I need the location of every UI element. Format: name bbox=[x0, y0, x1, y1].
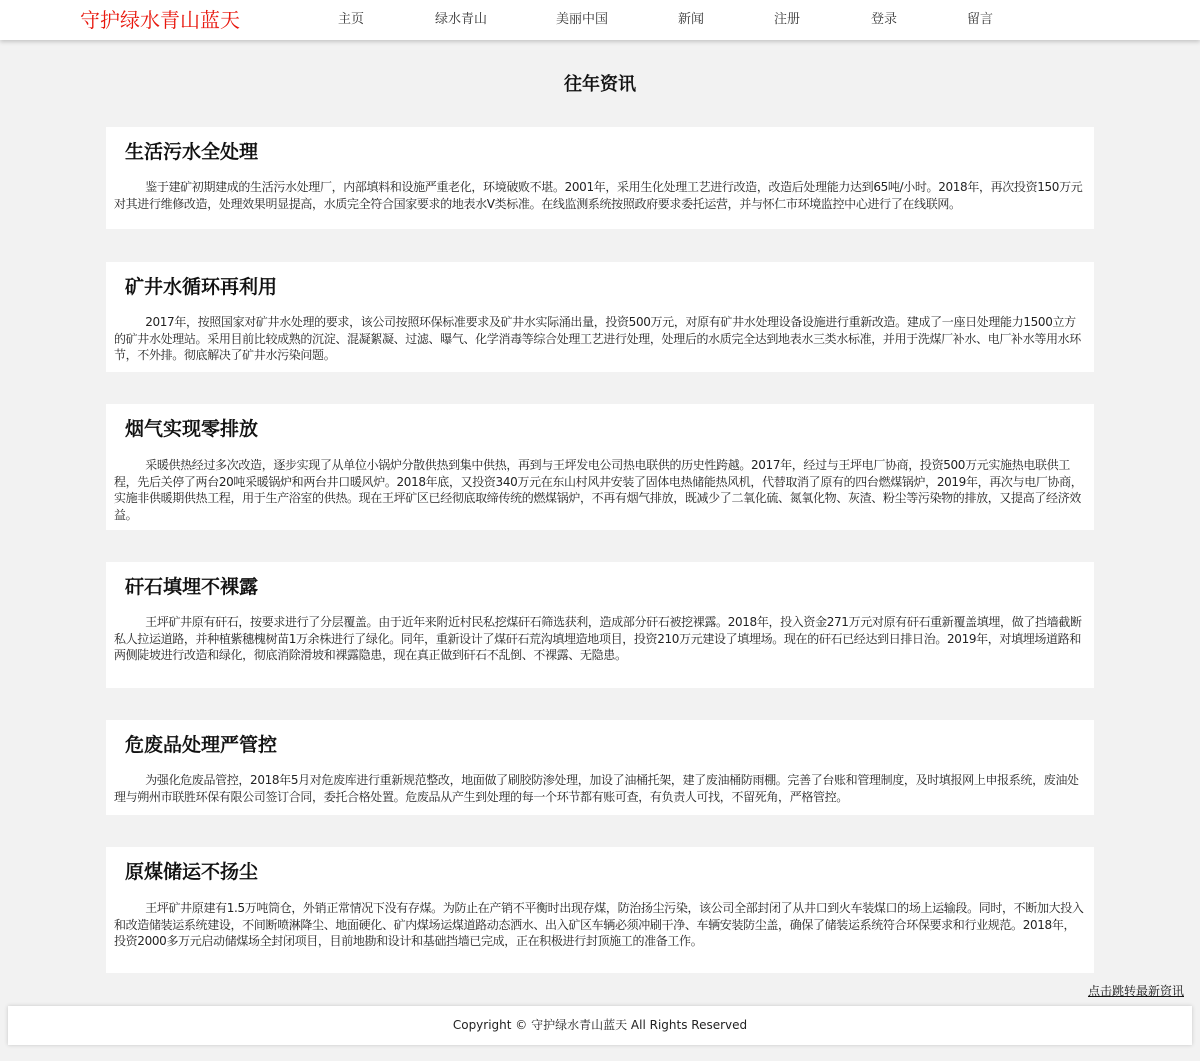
article-card-coal-storage bbox=[106, 847, 1094, 973]
nav-item-register[interactable]: 注册 bbox=[774, 12, 801, 27]
article-body: 王坪矿井原建有1.5万吨筒仓，外销正常情况下没有存煤。为防止在产销不平衡时出现存煤，防治扬尘污染，该公司全部封闭了从井口到火车装煤口的场上运输段。同时，不断加大投入和改造储装运系统建设，不间断喷淋降尘、地面硬化、矿内煤场运煤道路动态洒水、出入矿区车辆必须冲刷干净、车辆安装防尘盖，确保了储装运系统符合环保要求和行业规范。2018年，投资2000多万元启动储煤场全封闭项目，目前地勘和设计和基础挡墙已完成，正在积极进行封顶施工的准备工作。 bbox=[114, 901, 1084, 948]
nav-item-beautiful-china[interactable]: 美丽中国 bbox=[556, 12, 609, 27]
nav-item-green-mountains[interactable]: 绿水青山 bbox=[435, 12, 488, 27]
article-card-gangue bbox=[106, 562, 1094, 688]
article-body: 为强化危废品管控，2018年5月对危废库进行重新规范整改，地面做了刷胶防渗处理，加设了油桶托架，建了废油桶防雨棚。完善了台账和管理制度，及时填报网上申报系统，废油处理与朔州市联胜环保有限公司签订合同，委托合格处置。危废品从产生到处理的每一个环节都有账可查，有负责人可找，不留死角，严格管控。 bbox=[114, 773, 1079, 804]
article-body: 王坪矿井原有矸石，按要求进行了分层覆盖。由于近年来附近村民私挖煤矸石筛选获利，造成部分矸石被挖裸露。2018年，投入资金271万元对原有矸石重新覆盖填埋，做了挡墙截断私人拉运道路，并种植紫穗槐树苗1万余株进行了绿化。同年，重新设计了煤矸石荒沟填埋造地项目，投资210万元建设了填埋场。现在的矸石已经达到日排日治。2019年，对填埋场道路和两侧陡坡进行改造和绿化，彻底消除滑坡和裸露隐患，现在真正做到矸石不乱倒、不裸露、无隐患。 bbox=[114, 615, 1082, 662]
latest-news-link[interactable]: 点击跳转最新资讯 bbox=[1087, 984, 1184, 998]
footer bbox=[8, 1006, 1192, 1045]
top-navbar bbox=[0, 0, 1200, 40]
nav-item-home[interactable]: 主页 bbox=[338, 12, 365, 27]
copyright-text: Copyright © 守护绿水青山蓝天 All Rights Reserved bbox=[452, 1018, 748, 1032]
nav-item-login[interactable]: 登录 bbox=[871, 12, 898, 27]
nav-item-message[interactable]: 留言 bbox=[967, 12, 994, 27]
page-title: 往年资讯 bbox=[564, 74, 636, 95]
article-body: 2017年，按照国家对矿井水处理的要求，该公司按照环保标准要求及矿井水实际涌出量，投资500万元，对原有矿井水处理设备设施进行重新改造。建成了一座日处理能力1500立方的矿井水处理站。采用目前比较成熟的沉淀、混凝絮凝、过滤、曝气、化学消毒等综合处理工艺进行处理，处理后的水质完全达到地表水三类水标准，并用于洗煤厂补水、电厂补水等用水环节，不外排。彻底解决了矿井水污染问题。 bbox=[114, 315, 1081, 362]
article-title: 矸石填埋不裸露 bbox=[125, 576, 259, 598]
article-card-hazardous-waste bbox=[106, 720, 1094, 815]
article-card-flue-gas bbox=[106, 404, 1094, 530]
article-card-mine-water bbox=[106, 262, 1094, 372]
article-card-sewage bbox=[106, 127, 1094, 229]
article-body: 采暖供热经过多次改造，逐步实现了从单位小锅炉分散供热到集中供热，再到与王坪发电公司热电联供的历史性跨越。2017年，经过与王坪电厂协商，投资500万元实施热电联供工程，先后关停了两台20吨采暖锅炉和两台井口暖风炉。2018年底，又投资340万元在东山村风井安装了固体电热储能热风机，代替取消了原有的四台燃煤锅炉，2019年，再次与电厂协商，实施非供暖期供热工程，用于生产浴室的供热。现在王坪矿区已经彻底取缔传统的燃煤锅炉，不再有烟气排放，既减少了二氧化硫、氮氧化物、灰渣、粉尘等污染物的排放，又提高了经济效益。 bbox=[114, 458, 1083, 522]
article-title: 危废品处理严管控 bbox=[125, 734, 278, 756]
article-title: 原煤储运不扬尘 bbox=[125, 861, 259, 883]
article-title: 矿井水循环再利用 bbox=[125, 276, 278, 298]
nav-item-news[interactable]: 新闻 bbox=[678, 12, 705, 27]
article-title: 生活污水全处理 bbox=[125, 141, 259, 163]
article-title: 烟气实现零排放 bbox=[125, 418, 259, 440]
article-body: 鉴于建矿初期建成的生活污水处理厂，内部填料和设施严重老化，环境破败不堪。2001年，采用生化处理工艺进行改造，改造后处理能力达到65吨/小时。2018年，再次投资150万元对其进行维修改造，处理效果明显提高，水质完全符合国家要求的地表水Ⅴ类标准。在线监测系统按照政府要求委托运营，并与怀仁市环境监控中心进行了在线联网。 bbox=[114, 180, 1083, 211]
site-logo[interactable]: 守护绿水青山蓝天 bbox=[80, 8, 240, 32]
